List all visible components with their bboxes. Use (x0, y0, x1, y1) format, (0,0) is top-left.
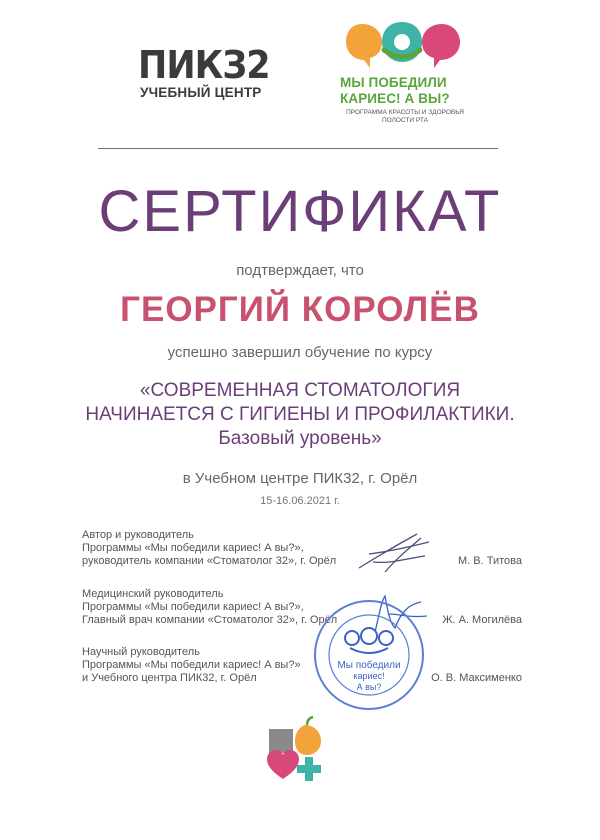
handwritten-signature-icon (355, 528, 435, 578)
course-title-line2: НАЧИНАЕТСЯ С ГИГИЕНЫ И ПРОФИЛАКТИКИ. (85, 404, 515, 425)
signature-block-medical (82, 588, 522, 627)
company-stamp-icon (312, 598, 427, 713)
signature-program: Программы «Мы победили кариес! А вы?» (82, 659, 301, 671)
caries-logo-line2: КАРИЕС! А ВЫ? (340, 91, 450, 106)
certificate-title: СЕРТИФИКАТ (98, 179, 502, 244)
signature-position: Главный врач компании «Стоматолог 32», г. Орёл (82, 614, 338, 626)
footer-brand-icon (265, 715, 325, 785)
signature-program: Программы «Мы победили кариес! А вы?», (82, 601, 304, 613)
signature-position: и Учебного центра ПИК32, г. Орёл (82, 672, 257, 684)
header-divider (98, 148, 498, 149)
stamp-text-line1: Мы победили (337, 660, 401, 671)
signatory-name: О. В. Максименко (431, 672, 522, 684)
stamp-text-line2: кариес! (353, 671, 385, 681)
pik32-logo-subtitle: УЧЕБНЫЙ ЦЕНТР (140, 85, 262, 100)
pik32-logo-title: ПИКЗ2 (138, 43, 270, 87)
caries-program-logo (338, 20, 468, 130)
signature-block-scientific (82, 646, 522, 685)
signature-position: руководитель компании «Стоматолог 32», г. Орёл (82, 555, 337, 567)
recipient-name: ГЕОРГИЙ КОРОЛЁВ (120, 290, 480, 329)
signature-role: Автор и руководитель (82, 529, 194, 541)
course-title-line3: Базовый уровень» (218, 428, 382, 449)
caries-logo-tagline: ПРОГРАММА КРАСОТЫ И ЗДОРОВЬЯ ПОЛОСТИ РТА (346, 109, 464, 124)
stamp-text-line3: А вы? (356, 682, 382, 692)
signature-program: Программы «Мы победили кариес! А вы?», (82, 542, 304, 554)
signature-role: Научный руководитель (82, 646, 200, 658)
confirms-text: подтверждает, что (236, 262, 364, 279)
signature-block-author (82, 529, 522, 568)
training-dates: 15-16.06.2021 г. (260, 495, 340, 507)
pik32-logo (138, 45, 278, 105)
signatory-name: М. В. Титова (458, 555, 522, 567)
completed-text: успешно завершил обучение по курсу (167, 344, 433, 361)
course-title-line1: «СОВРЕМЕННАЯ СТОМАТОЛОГИЯ (139, 380, 461, 401)
course-title (0, 379, 600, 451)
speech-bubbles-icon (344, 20, 462, 72)
signature-role: Медицинский руководитель (82, 588, 224, 600)
signatory-name: Ж. А. Могилёва (442, 614, 522, 626)
training-location: в Учебном центре ПИК32, г. Орёл (182, 470, 418, 487)
caries-logo-line1: МЫ ПОБЕДИЛИ (340, 75, 447, 90)
